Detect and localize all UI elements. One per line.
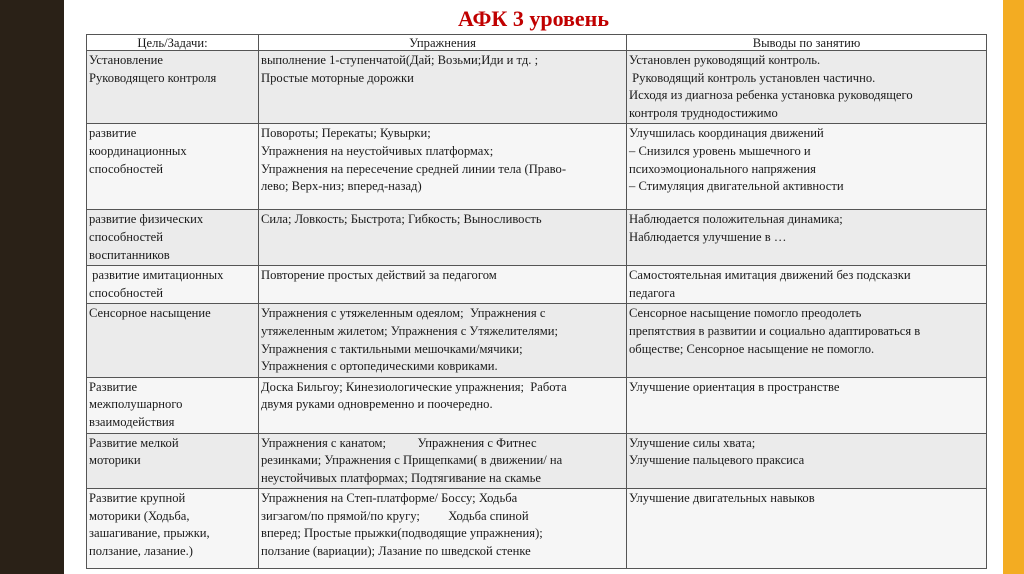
slide: [64, 0, 1003, 574]
cell-line: – Стимуляция двигательной активности: [629, 179, 844, 194]
cell-line: Доска Бильгоу; Кинезиологические упражнения; Работа: [261, 379, 567, 394]
table-row: [87, 489, 987, 569]
cell-line: Упражнения с тактильными мешочками/мячики;: [261, 341, 523, 356]
cell-exercises: [259, 304, 627, 377]
cell-conclusions: [627, 210, 987, 266]
cell-line: Развитие мелкой: [89, 435, 179, 450]
table-row: [87, 210, 987, 266]
cell-conclusions: [627, 124, 987, 210]
cell-line: Развитие крупной: [89, 491, 186, 506]
table-row: [87, 124, 987, 210]
cell-line: Сенсорное насыщение помогло преодолеть: [629, 306, 862, 321]
cell-line: ползание, лазание.): [89, 544, 193, 559]
cell-line: Установлен руководящий контроль.: [629, 53, 821, 67]
table-header-row: [87, 35, 987, 51]
cell-line: воспитанников: [89, 247, 170, 262]
cell-line: выполнение 1-ступенчатой(Дай; Возьми;Иди и тд. ;: [261, 53, 539, 67]
cell-line: Повороты; Перекаты; Кувырки;: [261, 126, 431, 141]
table-row: [87, 51, 987, 124]
cell-goal: [87, 51, 259, 124]
slide-title: АФК 3 уровень: [458, 6, 609, 31]
right-accent-bar: [1003, 0, 1024, 574]
cell-line: Улучшилась координация движений: [629, 126, 824, 141]
table-row: [87, 433, 987, 489]
cell-line: развитие имитационных: [89, 268, 224, 283]
cell-line: моторики (Ходьба,: [89, 508, 190, 523]
cell-line: развитие физических: [89, 212, 204, 227]
cell-line: Развитие: [89, 379, 138, 394]
cell-line: Улучшение ориентация в пространстве: [629, 379, 840, 394]
cell-line: Упражнения с утяжеленным одеялом; Упражнения с: [261, 306, 546, 321]
cell-conclusions: [627, 489, 987, 569]
afk-table: [86, 34, 987, 569]
cell-line: взаимодействия: [89, 414, 175, 429]
table-row: [87, 266, 987, 304]
cell-line: препятствия в развитии и социально адаптироваться в: [629, 323, 921, 338]
cell-line: зашагивание, прыжки,: [89, 526, 210, 541]
cell-line: Упражнения на пересечение средней линии тела (Право-: [261, 161, 567, 176]
cell-exercises: [259, 433, 627, 489]
header-conclusions: Выводы по занятию: [627, 35, 987, 51]
cell-goal: [87, 304, 259, 377]
cell-line: развитие: [89, 126, 137, 141]
cell-line: Улучшение пальцевого праксиса: [629, 453, 805, 468]
cell-line: Сила; Ловкость; Быстрота; Гибкость; Выносливость: [261, 212, 542, 227]
cell-goal: [87, 433, 259, 489]
cell-line: Самостоятельная имитация движений без подсказки: [629, 268, 911, 283]
cell-exercises: [259, 210, 627, 266]
header-goal: Цель/Задачи:: [87, 35, 259, 51]
cell-line: зигзагом/по прямой/по кругу; Ходьба спиной: [261, 508, 529, 523]
table-row: [87, 377, 987, 433]
cell-conclusions: [627, 377, 987, 433]
left-decor-bar: [0, 0, 64, 574]
cell-goal: [87, 489, 259, 569]
cell-exercises: [259, 489, 627, 569]
cell-line: лево; Верх-низ; вперед-назад): [261, 179, 422, 194]
cell-line: психоэмоционального напряжения: [629, 161, 816, 176]
cell-line: резинками; Упражнения с Прищепками( в движении/ на: [261, 453, 563, 468]
cell-line: Сенсорное насыщение: [89, 306, 211, 321]
cell-line: координационных: [89, 143, 187, 158]
cell-conclusions: [627, 266, 987, 304]
cell-goal: [87, 210, 259, 266]
cell-line: Руководящий контроль установлен частично.: [629, 70, 876, 85]
cell-goal: [87, 266, 259, 304]
cell-line: Упражнения с ортопедическими ковриками.: [261, 359, 498, 374]
cell-conclusions: [627, 51, 987, 124]
cell-goal: [87, 377, 259, 433]
cell-line: контроля труднодостижимо: [629, 105, 778, 120]
cell-line: Наблюдается улучшение в …: [629, 229, 787, 244]
cell-exercises: [259, 266, 627, 304]
cell-line: Исходя из диагноза ребенка установка руководящего: [629, 88, 913, 103]
cell-line: Руководящего контроля: [89, 70, 217, 85]
cell-line: двумя руками одновременно и поочередно.: [261, 397, 493, 412]
cell-line: моторики: [89, 453, 141, 468]
cell-line: Упражнения на Степ-платформе/ Боссу; Ходьба: [261, 491, 518, 506]
cell-line: педагога: [629, 285, 676, 300]
cell-conclusions: [627, 304, 987, 377]
cell-line: способностей: [89, 161, 164, 176]
cell-line: ползание (вариации); Лазание по шведской стенке: [261, 544, 531, 559]
cell-line: неустойчивых платформах; Подтягивание на скамье: [261, 470, 541, 485]
table-body: [87, 51, 987, 569]
cell-exercises: [259, 51, 627, 124]
cell-line: Установление: [89, 53, 163, 67]
cell-line: Упражнения на неустойчивых платформах;: [261, 143, 494, 158]
cell-line: обществе; Сенсорное насыщение не помогло.: [629, 341, 875, 356]
cell-exercises: [259, 377, 627, 433]
cell-line: межполушарного: [89, 397, 183, 412]
cell-goal: [87, 124, 259, 210]
cell-line: Наблюдается положительная динамика;: [629, 212, 843, 227]
cell-line: – Снизился уровень мышечного и: [629, 143, 811, 158]
cell-conclusions: [627, 433, 987, 489]
cell-line: способностей: [89, 229, 164, 244]
cell-line: способностей: [89, 285, 164, 300]
cell-line: Улучшение двигательных навыков: [629, 491, 815, 506]
cell-line: утяжеленным жилетом; Упражнения с Утяжелителями;: [261, 323, 559, 338]
cell-line: Упражнения с канатом; Упражнения с Фитнес: [261, 435, 537, 450]
cell-line: Повторение простых действий за педагогом: [261, 268, 497, 283]
cell-line: вперед; Простые прыжки(подводящие упражнения);: [261, 526, 543, 541]
table-row: [87, 304, 987, 377]
cell-exercises: [259, 124, 627, 210]
cell-line: Улучшение силы хвата;: [629, 435, 756, 450]
cell-line: Простые моторные дорожки: [261, 70, 414, 85]
header-exercises: Упражнения: [259, 35, 627, 51]
